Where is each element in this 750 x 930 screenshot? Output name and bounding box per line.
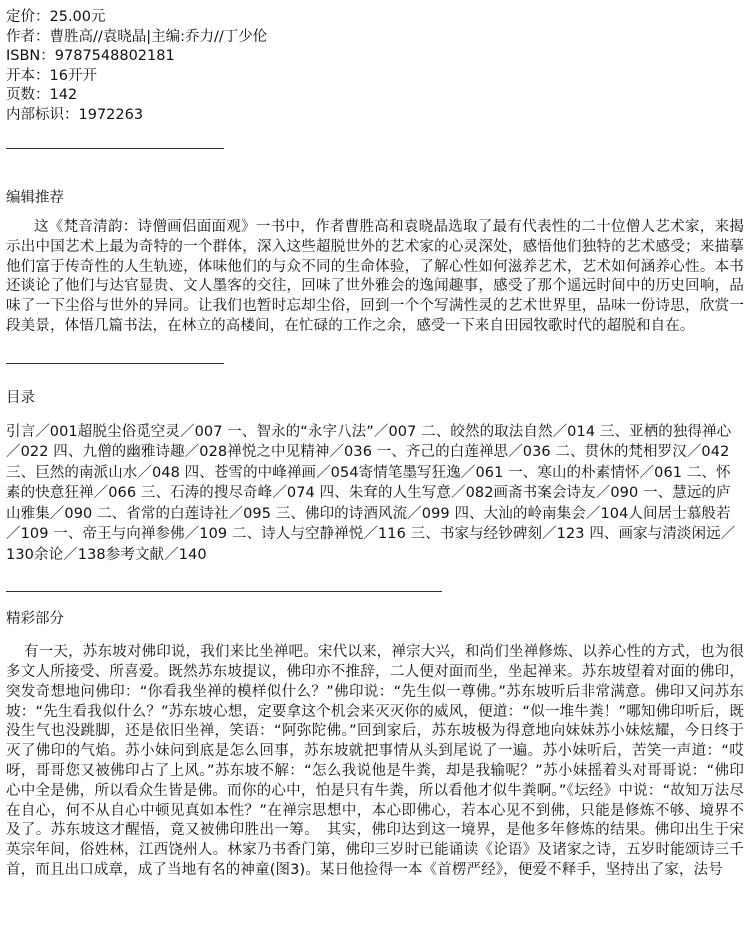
excerpt-heading: 精彩部分: [6, 611, 64, 628]
divider: [6, 148, 224, 149]
toc-heading: 目录: [6, 389, 35, 406]
pages-line: 页数：142: [6, 87, 78, 103]
price-line: 定价：25.00元: [6, 9, 106, 25]
book-metadata: [6, 8, 744, 125]
isbn-line: ISBN：9787548802181: [6, 48, 175, 64]
toc-text: 引言／001超脱尘俗觅空灵／007 一、智永的“永字八法”／007 二、皎然的取法自然／014 三、亚栖的独得禅心／022 四、九僧的幽雅诗趣／028禅悦之中见精神／036 一、齐己的白莲禅思／036 二、贯休的梵相罗汉／042 三、巨然的南派山水／048 四、苍雪的中峰禅画／054寄情笔墨写狂逸／061 一、寒山的朴素情怀／061 二、怀素的快意狂禅／066 三、石涛的搜尽奇峰／074 四、朱耷的人生写意／082画斋书案会诗友／090 一、慧远的庐山雅集／090 二、省常的白莲诗社／095 三、佛印的诗酒风流／099 四、大汕的岭南集会／104人间居士慕般若／109 一、帝王与向禅参佛／109 二、诗人与空静禅悦／116 三、书家与经钞碑刻／123 四、画家与清淡闲远／130余论／138参考文献／140: [6, 423, 736, 563]
format-line: 开本：16开开: [6, 67, 97, 84]
internal-id-line: 内部标识：1972263: [6, 106, 144, 123]
divider: [6, 363, 224, 364]
divider: [6, 591, 442, 592]
product-page: [6, 0, 744, 881]
editor-recommendation-text: 这《梵音清韵：诗僧画侣面面观》一书中，作者曹胜高和袁晓晶选取了最有代表性的二十位僧人艺术家，来揭示出中国艺术上最为奇特的一个群体，深入这些超脱世外的艺术家的心灵深处，感悟他们独特的艺术感受；来描摹他们富于传奇性的人生轨迹，体味他们的与众不同的生命体验，了解心性如何滋养艺术，艺术如何涵养心性。本书还谈论了他们与达官显贵、文人墨客的交往，回味了世外雅会的逸闻趣事，感受了那个遥远时间中的历史回响，品味了一下尘俗与世外的异同。让我们也暂时忘却尘俗，回到一个个写满性灵的艺术世界里，品味一份诗思，欣赏一段美景，体悟几篇书法，在林立的高楼间，在忙碌的工作之余，感受一下来自田园牧歌时代的超脱和自在。: [6, 219, 744, 334]
editor-recommendation-heading: 编辑推荐: [6, 190, 64, 206]
excerpt-text: 有一天，苏东坡对佛印说，我们来比坐禅吧。宋代以来，禅宗大兴，和尚们坐禅修炼、以养心性的方式，也为很多文人所接受、所喜爱。既然苏东坡提议，佛印亦不推辞，二人便对面而坐，坐起禅来。苏东坡望着对面的佛印，突发奇想地问佛印：“你看我坐禅的模样似什么？”佛印说：“先生似一尊佛。”苏东坡听后非常满意。佛印又问苏东坡：“先生看我似什么？”苏东坡心想，定要拿这个机会来灭灭你的威风，便道：“似一堆牛粪！”哪知佛印听后，既没生气也没跳脚，还是依旧坐禅，笑语：“阿弥陀佛。”回到家后，苏东坡极为得意地向妹妹苏小妹炫耀，今日终于灭了佛印的气焰。苏小妹问到底是怎么回事，苏东坡就把事情从头到尾说了一遍。苏小妹听后，苦笑一声道：“哎呀，哥哥您又被佛印占了上风。”苏东坡不解：“怎么我说他是牛粪，却是我输呢？”苏小妹摇着头对哥哥说：“佛印心中全是佛，所以看众生皆是佛。而你的心中，怕是只有牛粪，所以看他才似牛粪啊。”《坛经》中说：“故知万法尽在自心，何不从自心中顿见真如本性？”在禅宗思想中，本心即佛心，若本心见不到佛，只能是修炼不够、境界不及了。苏东坡这才醒悟，竟又被佛印胜出一筹。 其实，佛印达到这一境界，是他多年修炼的结果。佛印出生于宋英宗年间，俗姓林，江西饶州人。林家乃书香门第，佛印三岁时已能诵读《论语》及诸家之诗，五岁时能颂诗三千首，而且出口成章，成了当地有名的神童(图3)。某日他捡得一本《首楞严经》，便爱不释手，坚持出了家，法号: [6, 644, 744, 879]
authors-line: 作者：曹胜高//袁晓晶|主编:乔力//丁少伦: [6, 28, 268, 45]
